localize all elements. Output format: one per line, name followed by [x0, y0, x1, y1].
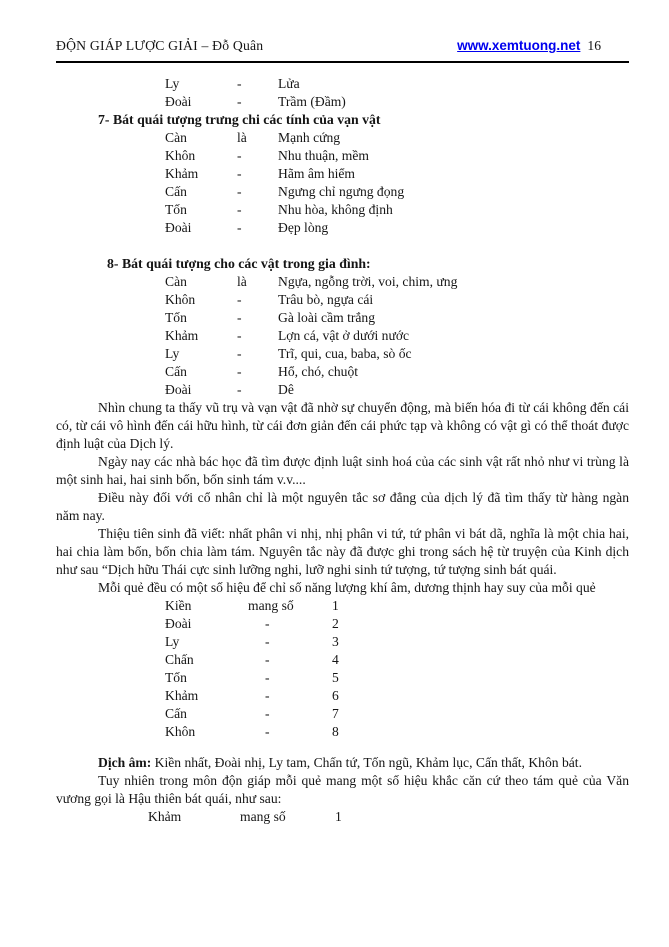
header-divider	[56, 61, 629, 63]
trigram-description: Ngựa, ngỗng trời, voi, chim, ưng	[278, 274, 458, 289]
trigram-name: Ly	[165, 346, 180, 361]
row-separator: -	[237, 328, 242, 343]
row-separator: -	[265, 634, 270, 649]
trigram-name: Khảm	[165, 166, 199, 181]
row-separator: -	[265, 724, 270, 739]
section7-trigram-list	[56, 129, 629, 237]
trigram-description: Đẹp lòng	[278, 220, 329, 235]
trigram-description: Nhu thuận, mềm	[278, 148, 369, 163]
trigram-name: Ly	[165, 76, 180, 91]
table-row	[56, 309, 629, 327]
page-number: 16	[587, 38, 601, 53]
trigram-number: 4	[332, 652, 339, 667]
trigram-name: Chấn	[165, 652, 194, 667]
section8-heading: 8- Bát quái tượng cho các vật trong gia đình:	[107, 256, 371, 271]
trigram-name: Khôn	[165, 148, 196, 163]
trigram-name: Khôn	[165, 724, 196, 739]
paragraph: Nhìn chung ta thấy vũ trụ và vạn vật đã nhờ sự chuyển động, mà biến hóa đi từ cái không đến cái có, từ cái vô hình đến cái hữu hình, từ cái đơn giản đến cái phức tạp và không có vật gì có thể thoát được định luật của Dịch lý.	[56, 400, 629, 451]
dich-am-text: Kiền nhất, Đoài nhị, Ly tam, Chấn tứ, Tốn ngũ, Khảm lục, Cấn thất, Khôn bát.	[154, 755, 582, 770]
trigram-name: Khảm	[165, 688, 199, 703]
row-separator: -	[265, 616, 270, 631]
row-separator: -	[237, 166, 242, 181]
section7-heading: 7- Bát quái tượng trưng chi các tính của vạn vật	[98, 112, 381, 127]
trigram-number: 1	[332, 598, 339, 613]
intro-trigram-list	[56, 75, 629, 111]
table-row	[56, 327, 629, 345]
row-separator: -	[265, 688, 270, 703]
paragraph: Mỗi quẻ đều có một số hiệu để chỉ số năng lượng khí âm, dương thịnh hay suy của mỗi quẻ	[98, 580, 596, 595]
table-row	[56, 219, 629, 237]
trigram-description: Trầm (Đầm)	[278, 94, 346, 109]
closing-paragraph: Tuy nhiên trong môn độn giáp mỗi quẻ mang một số hiệu khắc căn cứ theo tám quẻ của Văn vương gọi là Hậu thiên bát quái, như sau:	[56, 773, 629, 806]
row-separator: -	[237, 148, 242, 163]
row-separator: mang số	[248, 598, 294, 613]
row-separator: -	[265, 706, 270, 721]
trigram-number: 7	[332, 706, 339, 721]
trigram-number: 5	[332, 670, 339, 685]
row-separator: -	[237, 310, 242, 325]
row-separator: -	[237, 382, 242, 397]
trigram-name: Cấn	[165, 706, 187, 721]
table-row	[56, 93, 629, 111]
table-row	[56, 165, 629, 183]
row-separator: -	[237, 184, 242, 199]
trigram-name: Đoài	[165, 220, 192, 235]
row-separator: -	[237, 94, 242, 109]
trigram-description: Trĩ, qui, cua, baba, sò ốc	[278, 346, 412, 361]
document-title: ĐỘN GIÁP LƯỢC GIẢI – Đỗ Quân	[56, 38, 264, 53]
trigram-number-list	[56, 597, 629, 741]
table-row	[56, 597, 629, 615]
row-separator: là	[237, 130, 247, 145]
dich-am-label: Dịch âm:	[98, 755, 152, 770]
table-row	[56, 273, 629, 291]
row-separator: mang số	[240, 809, 286, 824]
paragraph: Điều này đối với cổ nhân chỉ là một nguyên tắc sơ đẳng của dịch lý đã tìm thấy từ hàng ngàn năm nay.	[56, 490, 629, 523]
trigram-description: Ngưng chỉ ngưng đọng	[278, 184, 405, 199]
trigram-number: 1	[335, 809, 342, 824]
trigram-number: 3	[332, 634, 339, 649]
trigram-name: Ly	[165, 634, 180, 649]
row-separator: -	[237, 202, 242, 217]
trigram-name: Kiền	[165, 598, 192, 613]
trigram-number: 2	[332, 616, 339, 631]
row-separator: -	[237, 292, 242, 307]
trigram-description: Mạnh cứng	[278, 130, 341, 145]
trigram-name: Đoài	[165, 94, 192, 109]
row-separator: -	[265, 652, 270, 667]
trigram-name: Cấn	[165, 184, 187, 199]
dich-am-paragraph	[56, 754, 629, 772]
row-separator: -	[237, 346, 242, 361]
trigram-name: Tốn	[165, 202, 187, 217]
final-table-row	[56, 808, 629, 826]
table-row	[56, 291, 629, 309]
table-row	[56, 723, 629, 741]
trigram-description: Dê	[278, 382, 294, 397]
table-row	[56, 615, 629, 633]
row-separator: là	[237, 274, 247, 289]
trigram-description: Gà loài cầm trắng	[278, 310, 376, 325]
table-row	[56, 705, 629, 723]
trigram-name: Đoài	[165, 382, 192, 397]
row-separator: -	[265, 670, 270, 685]
paragraph: Thiệu tiên sinh đã viết: nhất phân vi nhị, nhị phân vi tứ, tứ phân vi bát dã, nghĩa là một chia hai, hai chia làm bốn, bốn chia làm tám. Nguyên tắc này đã được ghi trong sách hệ từ truyện của Kinh dịch như sau “Dịch hữu Thái cực sinh lưỡng nghi, lưỡ nghi sinh tứ tượng, tứ tượng sinh bát quái.	[56, 526, 629, 577]
row-separator: -	[237, 364, 242, 379]
table-row	[56, 75, 629, 93]
paragraph: Ngày nay các nhà bác học đã tìm được định luật sinh hoá của các sinh vật rất nhỏ như vi trùng là một sinh hai, hai sinh bốn, bốn sinh tám v.v....	[56, 454, 629, 487]
trigram-number: 6	[332, 688, 339, 703]
trigram-description: Hãm âm hiểm	[278, 166, 356, 181]
table-row	[56, 345, 629, 363]
section8-trigram-list	[56, 273, 629, 399]
trigram-name: Cấn	[165, 364, 187, 379]
trigram-name: Tốn	[165, 310, 187, 325]
trigram-description: Trâu bò, ngựa cái	[278, 292, 374, 307]
trigram-description: Hổ, chó, chuột	[278, 364, 359, 379]
header-right-group	[457, 38, 629, 54]
table-row	[56, 201, 629, 219]
page-header	[56, 38, 629, 54]
table-row	[56, 381, 629, 399]
table-row	[56, 129, 629, 147]
table-row	[56, 669, 629, 687]
table-row	[56, 363, 629, 381]
trigram-name: Khôn	[165, 292, 196, 307]
table-row	[56, 183, 629, 201]
trigram-name: Khảm	[165, 328, 199, 343]
site-link[interactable]: www.xemtuong.net	[457, 38, 581, 53]
trigram-description: Nhu hòa, không định	[278, 202, 393, 217]
trigram-number: 8	[332, 724, 339, 739]
table-row	[56, 687, 629, 705]
row-separator: -	[237, 76, 242, 91]
trigram-name: Càn	[165, 130, 187, 145]
trigram-name: Càn	[165, 274, 187, 289]
trigram-name: Khảm	[148, 809, 182, 824]
table-row	[56, 147, 629, 165]
row-separator: -	[237, 220, 242, 235]
trigram-name: Tốn	[165, 670, 187, 685]
table-row	[56, 633, 629, 651]
trigram-description: Lửa	[278, 76, 300, 91]
trigram-description: Lợn cá, vật ở dưới nước	[278, 328, 410, 343]
trigram-name: Đoài	[165, 616, 192, 631]
table-row	[56, 651, 629, 669]
